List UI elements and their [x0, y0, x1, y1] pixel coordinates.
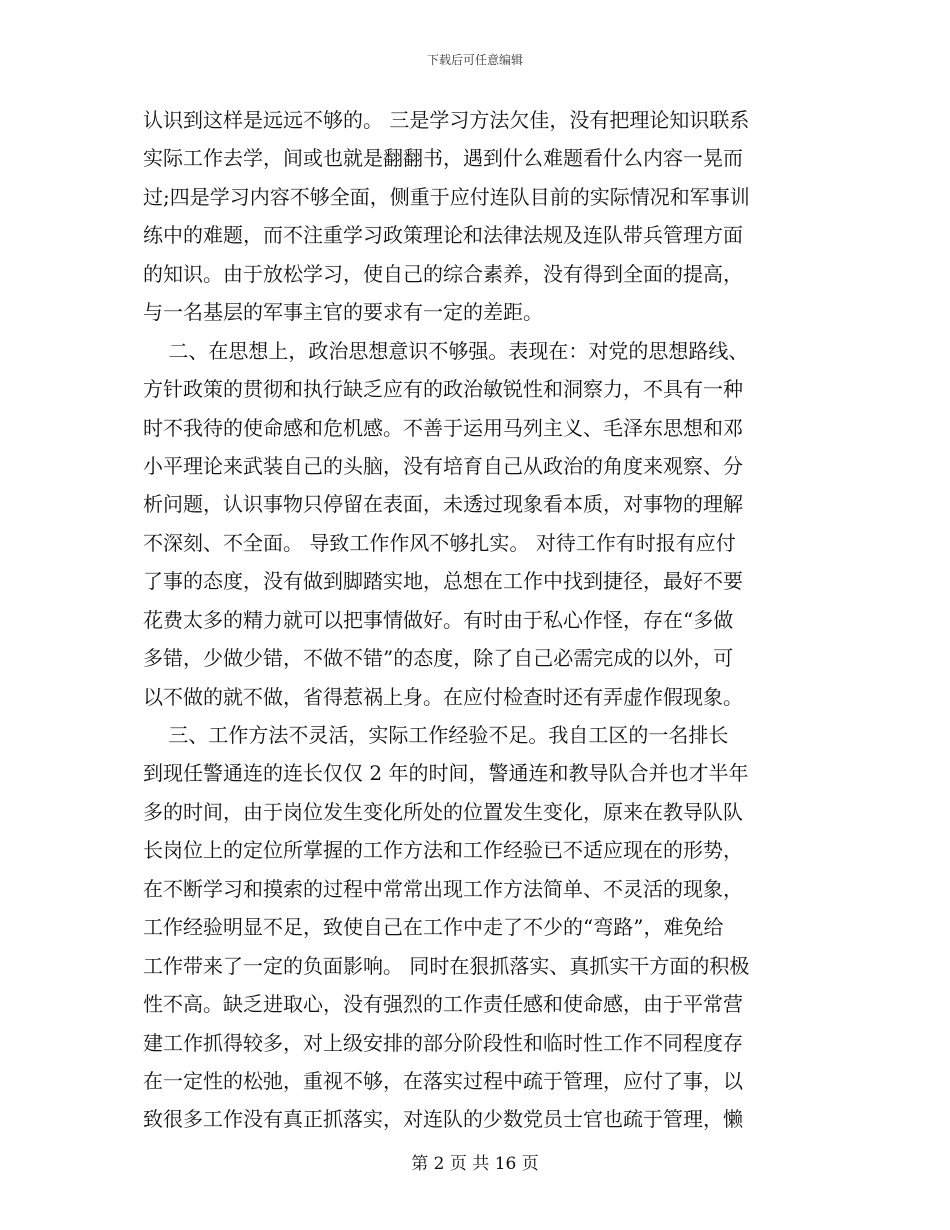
body-line-18: 到现任警通连的连长仅仅 2 年的时间，警通连和教导队合并也才半年 [143, 761, 749, 786]
body-line-5: 的知识。由于放松学习，使自己的综合素养，没有得到全面的提高， [143, 261, 743, 286]
body-line-22: 工作经验明显不足，致使自己在工作中走了不少的“弯路”，难免给 [143, 915, 724, 940]
body-line-26: 在一定性的松弛，重视不够，在落实过程中疏于管理，应付了事，以 [143, 1068, 743, 1093]
body-line-23: 工作带来了一定的负面影响。 同时在狠抓落实、真抓实干方面的积极 [143, 953, 750, 978]
body-line-1: 认识到这样是远远不够的。 三是学习方法欠佳，没有把理论知识联系 [143, 108, 750, 132]
body-line-3: 过;四是学习内容不够全面，侧重于应付连队目前的实际情况和军事训 [143, 184, 750, 209]
body-line-25: 建工作抓得较多，对上级安排的部分阶段性和临时性工作不同程度存 [143, 1030, 743, 1055]
body-line-15: 多错，少做少错，不做不错”的态度，除了自己必需完成的以外，可 [143, 646, 734, 671]
body-line-2: 实际工作去学，间或也就是翻翻书，遇到什么难题看什么内容一晃而 [143, 146, 743, 171]
body-line-13: 了事的态度，没有做到脚踏实地，总想在工作中找到捷径，最好不要 [143, 569, 743, 594]
body-line-27: 致很多工作没有真正抓落实，对连队的少数党员士官也疏于管理，懒 [143, 1107, 743, 1132]
body-line-19: 多的时间，由于岗位发生变化所处的位置发生变化，原来在教导队队 [143, 799, 743, 824]
body-line-9: 时不我待的使命感和危机感。不善于运用马列主义、毛泽东思想和邓 [143, 415, 743, 440]
body-line-4: 练中的难题，而不注重学习政策理论和法律法规及连队带兵管理方面 [143, 223, 743, 248]
body-line-24: 性不高。缺乏进取心，没有强烈的工作责任感和使命感，由于平常营 [143, 992, 743, 1017]
page-header: 下载后可任意编辑 [426, 53, 523, 67]
document-body [143, 101, 813, 1139]
body-line-12: 不深刻、不全面。 导致工作作风不够扎实。 对待工作有时报有应付 [143, 530, 736, 555]
body-line-16: 以不做的就不做，省得惹祸上身。在应付检查时还有弄虚作假现象。 [143, 684, 743, 709]
body-line-21: 在不断学习和摸索的过程中常常出现工作方法简单、不灵活的现象， [143, 876, 743, 901]
body-line-14: 花费太多的精力就可以把事情做好。有时由于私心作怪，存在“多做 [143, 607, 734, 632]
body-line-6: 与一名基层的军事主官的要求有一定的差距。 [143, 300, 543, 325]
body-line-17: 三、工作方法不灵活，实际工作经验不足。我自工区的一名排长 [143, 723, 729, 747]
page-footer: 第 2 页 共 16 页 [411, 1154, 539, 1174]
body-line-8: 方针政策的贯彻和执行缺乏应有的政治敏锐性和洞察力，不具有一种 [143, 377, 743, 402]
body-line-7: 二、在思想上，政治思想意识不够强。表现在：对党的思想路线、 [143, 338, 749, 363]
body-line-11: 析问题，认识事物只停留在表面，未透过现象看本质，对事物的理解 [143, 492, 743, 517]
body-line-10: 小平理论来武装自己的头脑，没有培育自己从政治的角度来观察、分 [143, 453, 743, 478]
body-line-20: 长岗位上的定位所掌握的工作方法和工作经验已不适应现在的形势， [143, 838, 743, 863]
